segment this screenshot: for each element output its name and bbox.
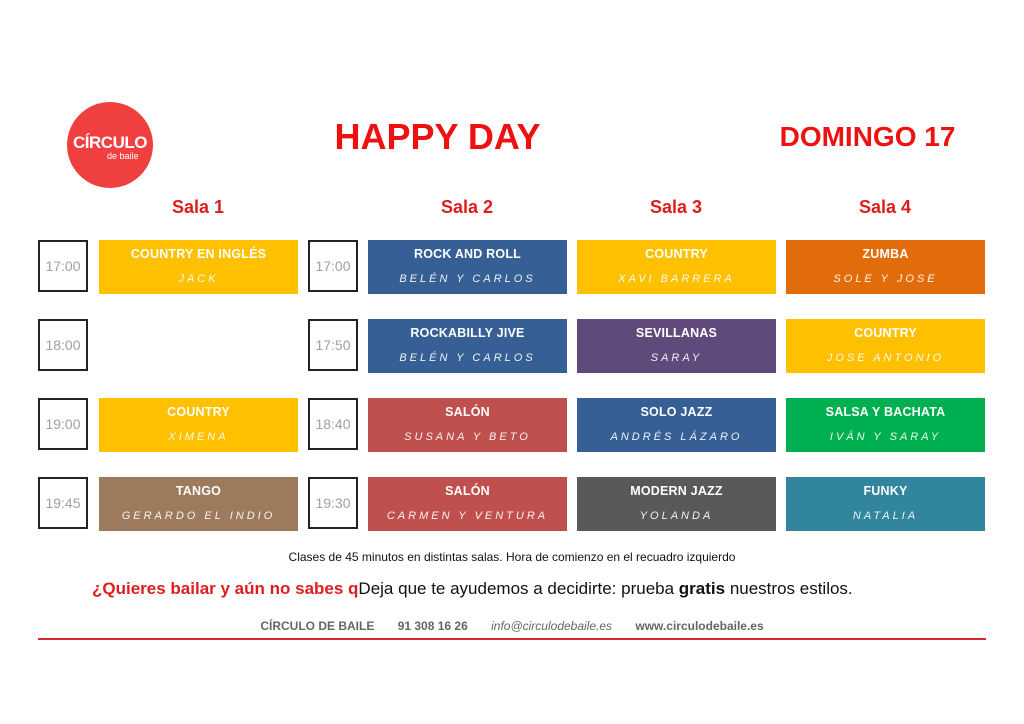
class-name: COUNTRY: [645, 247, 708, 261]
class-teacher: ANDRÉS LÁZARO: [610, 431, 743, 443]
footer-brand: CÍRCULO DE BAILE: [260, 619, 375, 633]
room-header-4: Sala 4: [858, 197, 912, 217]
footer: [0, 619, 1024, 633]
room-header-3: Sala 3: [649, 197, 703, 217]
class-block[interactable]: [577, 319, 776, 373]
promo-text-after: nuestros estilos.: [725, 579, 853, 598]
promo-question: ¿Quieres bailar y aún no sabes q: [92, 579, 359, 598]
date-label: DOMINGO 17: [779, 121, 956, 152]
class-teacher: SARAY: [650, 352, 703, 364]
time-box: 17:00: [38, 240, 88, 292]
class-name: MODERN JAZZ: [630, 484, 723, 498]
class-teacher: JACK: [178, 273, 219, 285]
class-block[interactable]: [99, 398, 298, 452]
footer-website[interactable]: www.circulodebaile.es: [635, 619, 764, 633]
class-teacher: BELÉN Y CARLOS: [399, 273, 536, 285]
class-teacher: BELÉN Y CARLOS: [399, 352, 536, 364]
page-title: HAPPY DAY: [334, 116, 541, 157]
class-teacher: XIMENA: [168, 431, 229, 443]
time-box: 19:30: [308, 477, 358, 529]
time-box: 18:40: [308, 398, 358, 450]
time-box: 17:50: [308, 319, 358, 371]
class-block[interactable]: [786, 319, 985, 373]
class-teacher: JOSE ANTONIO: [826, 352, 945, 364]
class-block[interactable]: [368, 477, 567, 531]
class-block[interactable]: [786, 477, 985, 531]
footer-divider: [38, 638, 986, 640]
class-block[interactable]: [577, 477, 776, 531]
logo-line2: de baile: [107, 151, 139, 161]
footer-email[interactable]: info@circulodebaile.es: [491, 619, 613, 633]
class-name: TANGO: [175, 484, 222, 498]
class-block[interactable]: [577, 398, 776, 452]
time-box: 19:00: [38, 398, 88, 450]
class-block[interactable]: [99, 240, 298, 294]
logo-line1: CÍRCULO: [73, 133, 147, 152]
room-header-1: Sala 1: [171, 197, 225, 217]
class-teacher: SOLE Y JOSE: [833, 273, 938, 285]
class-teacher: YOLANDA: [639, 510, 714, 522]
class-name: SEVILLANAS: [635, 326, 718, 340]
class-name: COUNTRY: [167, 405, 230, 419]
class-teacher: IVÁN Y SARAY: [829, 431, 942, 443]
footer-phone: 91 308 16 26: [397, 619, 468, 633]
class-name: SOLO JAZZ: [640, 405, 713, 419]
class-name: COUNTRY: [854, 326, 917, 340]
time-box: 18:00: [38, 319, 88, 371]
class-name: ZUMBA: [862, 247, 909, 261]
class-name: SALÓN: [445, 405, 490, 419]
class-block[interactable]: [786, 240, 985, 294]
class-block[interactable]: [368, 319, 567, 373]
class-name: COUNTRY EN INGLÉS: [130, 247, 267, 261]
class-block[interactable]: [786, 398, 985, 452]
logo: [67, 102, 153, 188]
room-header-2: Sala 2: [440, 197, 494, 217]
time-box: 17:00: [308, 240, 358, 292]
class-teacher: XAVI BARRERA: [618, 273, 735, 285]
class-block[interactable]: [577, 240, 776, 294]
class-name: SALSA Y BACHATA: [825, 405, 946, 419]
promo-line: [92, 579, 853, 599]
class-block[interactable]: [368, 240, 567, 294]
promo-bold: gratis: [678, 579, 726, 598]
class-block[interactable]: [368, 398, 567, 452]
class-teacher: NATALIA: [852, 510, 919, 522]
class-teacher: GERARDO EL INDIO: [121, 510, 276, 522]
class-name: ROCKABILLY JIVE: [410, 326, 525, 340]
promo-text-before: Deja que te ayudemos a decidirte: prueba: [358, 579, 679, 598]
class-name: ROCK AND ROLL: [414, 247, 521, 261]
time-box: 19:45: [38, 477, 88, 529]
schedule-note: Clases de 45 minutos en distintas salas. Hora de comienzo en el recuadro izquierdo: [288, 550, 736, 564]
class-teacher: SUSANA Y BETO: [404, 431, 531, 443]
class-name: FUNKY: [863, 484, 908, 498]
class-teacher: CARMEN Y VENTURA: [386, 510, 549, 522]
class-name: SALÓN: [445, 484, 490, 498]
class-block[interactable]: [99, 477, 298, 531]
